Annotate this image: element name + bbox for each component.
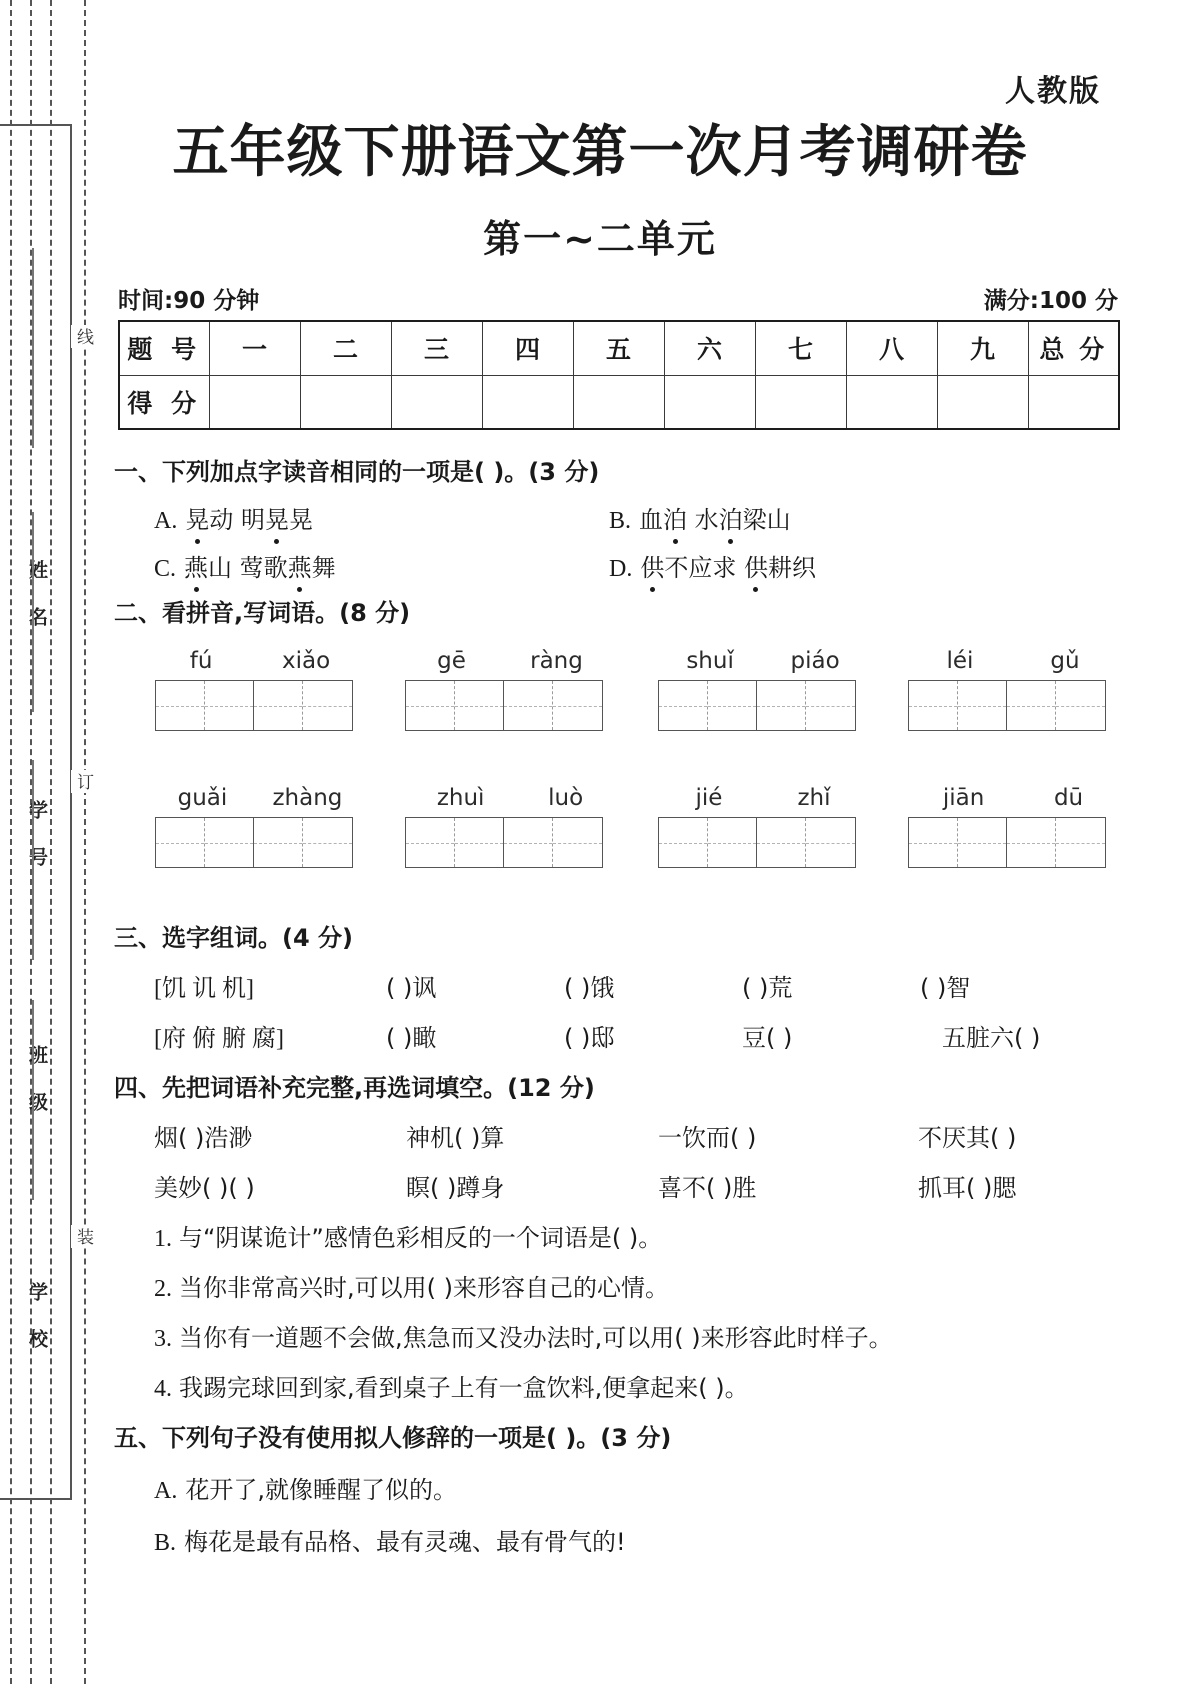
option-c[interactable] [154, 548, 609, 583]
item-number: 3. [154, 1326, 172, 1352]
question-2-heading: 二、看拼音,写词语。(8 分) [114, 599, 411, 627]
option-a-mid: 动 明 [209, 506, 265, 534]
item-text: 当你有一道题不会做,焦急而又没办法时,可以用( )来形容此时样子。 [179, 1324, 893, 1352]
option-c-label: C. [154, 556, 177, 582]
item-text: 与“阴谋诡计”感情色彩相反的一个词语是( )。 [179, 1224, 663, 1252]
option-b-label: B. [154, 1530, 177, 1556]
option-b-dot-1: 泊 [663, 500, 687, 535]
option-d-dot-1: 供 [640, 548, 664, 583]
q3-blank-1[interactable]: ( )讽 [386, 974, 437, 1002]
option-a-text: 花开了,就像睡醒了似的。 [185, 1476, 457, 1504]
pinyin-text-1 [155, 648, 365, 674]
time-limit: 时间:90 分钟 [118, 288, 260, 314]
idiom-blank-2[interactable]: 神机( )算 [406, 1124, 505, 1152]
option-d[interactable] [609, 548, 1064, 583]
question-4-idiom-row-2 [154, 1168, 1016, 1203]
option-c-mid: 山 莺歌 [208, 554, 288, 582]
writing-grid-2[interactable] [405, 680, 603, 731]
pinyin-syllable: luò [548, 785, 584, 811]
writing-grid-1[interactable] [155, 680, 353, 731]
option-a-label: A. [154, 508, 178, 534]
score-col-7: 七 [755, 321, 846, 375]
question-4-item-4[interactable] [154, 1368, 749, 1403]
stub-label-id: 学 号 [26, 800, 48, 869]
pinyin-text-5 [155, 785, 365, 811]
char-bracket-1: [饥 讥 机] [154, 976, 254, 1002]
question-4-item-1[interactable] [154, 1218, 662, 1253]
idiom-blank-5[interactable]: 美妙( )( ) [154, 1174, 255, 1202]
option-b-mid: 水 [687, 506, 719, 534]
score-col-3: 三 [391, 321, 482, 375]
bind-mark-assemble: 装 [71, 1225, 96, 1248]
score-row-label-number: 题 号 [119, 321, 209, 375]
writing-grid-3[interactable] [658, 680, 856, 731]
edition-label: 人教版 [1005, 74, 1101, 109]
id-write-line [32, 512, 34, 712]
q3-blank-7[interactable]: 豆( ) [742, 1024, 793, 1052]
idiom-blank-3[interactable]: 一饮而( ) [658, 1124, 757, 1152]
pinyin-syllable: guǎi [177, 785, 228, 811]
q3-blank-6[interactable]: ( )邸 [564, 1024, 615, 1052]
pinyin-syllable: ràng [530, 648, 583, 674]
pinyin-syllable: zhuì [436, 785, 485, 811]
idiom-blank-7[interactable]: 喜不( )胜 [658, 1174, 757, 1202]
question-3-row-2 [154, 1018, 1040, 1053]
idiom-blank-4[interactable]: 不厌其( ) [918, 1124, 1017, 1152]
option-b-label: B. [609, 508, 632, 534]
score-blank-5[interactable] [573, 375, 664, 429]
q3-blank-2[interactable]: ( )饿 [564, 974, 615, 1002]
pinyin-syllable: gǔ [1050, 648, 1080, 674]
pinyin-syllable: léi [946, 648, 974, 674]
question-4-item-3[interactable] [154, 1318, 893, 1353]
idiom-blank-1[interactable]: 烟( )浩渺 [154, 1124, 253, 1152]
pinyin-text-2 [405, 648, 615, 674]
char-bracket-2: [府 俯 腑 腐] [154, 1026, 284, 1052]
writing-grid-6[interactable] [405, 817, 603, 868]
option-b[interactable] [609, 500, 1064, 535]
option-d-label: D. [609, 556, 633, 582]
option-c-dot-1: 燕 [184, 548, 208, 583]
question-1-options-row-1 [154, 500, 1064, 535]
score-blank-7[interactable] [755, 375, 846, 429]
pinyin-syllable: dū [1053, 785, 1084, 811]
score-col-9: 九 [937, 321, 1028, 375]
question-5-heading: 五、下列句子没有使用拟人修辞的一项是( )。(3 分) [114, 1424, 672, 1452]
score-row-label-score: 得 分 [119, 375, 209, 429]
pinyin-syllable: piáo [790, 648, 840, 674]
score-col-4: 四 [482, 321, 573, 375]
item-number: 2. [154, 1276, 172, 1302]
pinyin-text-7 [658, 785, 868, 811]
option-d-post: 耕织 [767, 554, 816, 582]
school-write-line [32, 1000, 34, 1200]
option-d-mid: 不应求 [664, 554, 744, 582]
q3-blank-8[interactable]: 五脏六( ) [942, 1024, 1041, 1052]
stub-label-class: 班 级 [26, 1045, 48, 1114]
name-write-line [32, 248, 34, 448]
pinyin-syllable: shuǐ [686, 648, 734, 674]
score-table-header-row [119, 321, 1119, 375]
score-blank-1[interactable] [209, 375, 300, 429]
q3-blank-3[interactable]: ( )荒 [742, 974, 793, 1002]
score-table-value-row [119, 375, 1119, 429]
score-blank-9[interactable] [937, 375, 1028, 429]
score-col-5: 五 [573, 321, 664, 375]
writing-grid-8[interactable] [908, 817, 1106, 868]
stub-label-name: 姓 名 [26, 560, 48, 629]
option-a[interactable] [154, 500, 609, 535]
writing-grid-5[interactable] [155, 817, 353, 868]
question-4-heading: 四、先把词语补充完整,再选词填空。(12 分) [114, 1074, 595, 1102]
class-write-line [32, 760, 34, 960]
pinyin-syllable: gē [437, 648, 466, 674]
binding-margin [0, 0, 100, 1684]
pinyin-syllable: zhǐ [797, 785, 831, 811]
question-5-option-b[interactable] [154, 1522, 626, 1557]
option-b-text: 梅花是最有品格、最有灵魂、最有骨气的! [184, 1528, 626, 1556]
full-score: 满分:100 分 [983, 288, 1118, 314]
item-text: 当你非常高兴时,可以用( )来形容自己的心情。 [179, 1274, 669, 1302]
question-1-heading: 一、下列加点字读音相同的一项是( )。(3 分) [114, 458, 600, 486]
pinyin-text-4 [908, 648, 1118, 674]
score-blank-4[interactable] [482, 375, 573, 429]
writing-grid-4[interactable] [908, 680, 1106, 731]
option-a-label: A. [154, 1478, 178, 1504]
pinyin-syllable: jiān [942, 785, 985, 811]
pinyin-text-8 [908, 785, 1118, 811]
page-title: 五年级下册语文第一次月考调研卷 [172, 120, 1028, 185]
option-a-post: 晃 [288, 506, 313, 534]
score-col-total: 总 分 [1028, 321, 1119, 375]
page-subtitle: 第一~二单元 [483, 217, 717, 261]
question-4-item-2[interactable] [154, 1268, 669, 1303]
bind-mark-stitch: 订 [71, 770, 96, 793]
question-3-heading: 三、选字组词。(4 分) [114, 924, 353, 952]
score-col-1: 一 [209, 321, 300, 375]
q3-blank-5[interactable]: ( )瞰 [386, 1024, 437, 1052]
item-number: 1. [154, 1226, 172, 1252]
writing-grid-7[interactable] [658, 817, 856, 868]
option-d-dot-2: 供 [744, 548, 768, 583]
option-b-post: 梁山 [742, 506, 791, 534]
option-c-dot-2: 燕 [288, 548, 312, 583]
pinyin-syllable: xiǎo [282, 648, 331, 674]
question-5-option-a[interactable] [154, 1470, 457, 1505]
pinyin-syllable: zhàng [272, 785, 343, 811]
item-text: 我踢完球回到家,看到桌子上有一盒饮料,便拿起来( )。 [179, 1374, 749, 1402]
document-body [100, 0, 1191, 1684]
item-number: 4. [154, 1376, 172, 1402]
score-blank-6[interactable] [664, 375, 755, 429]
question-1-options-row-2 [154, 548, 1064, 583]
meta-row [118, 282, 1118, 315]
question-4-idiom-row-1 [154, 1118, 1016, 1153]
dashed-line-4 [84, 0, 86, 1684]
score-blank-total[interactable] [1028, 375, 1119, 429]
score-col-8: 八 [846, 321, 937, 375]
score-blank-3[interactable] [391, 375, 482, 429]
score-blank-8[interactable] [846, 375, 937, 429]
score-blank-2[interactable] [300, 375, 391, 429]
q3-blank-4[interactable]: ( )智 [920, 974, 971, 1002]
option-b-dot-2: 泊 [719, 500, 743, 535]
pinyin-text-6 [405, 785, 615, 811]
pinyin-syllable: jié [695, 785, 723, 811]
pinyin-syllable: fú [189, 648, 213, 674]
idiom-blank-8[interactable]: 抓耳( )腮 [918, 1174, 1017, 1202]
option-b-pre: 血 [639, 506, 664, 534]
option-c-post: 舞 [311, 554, 336, 582]
option-a-dot-2: 晃 [265, 500, 289, 535]
idiom-blank-6[interactable]: 瞑( )蹲身 [406, 1174, 505, 1202]
bind-mark-line: 线 [71, 325, 96, 348]
score-table [118, 320, 1120, 430]
option-a-dot-1: 晃 [185, 500, 209, 535]
stub-label-school: 学 校 [26, 1282, 48, 1351]
question-3-row-1 [154, 968, 970, 1003]
score-col-6: 六 [664, 321, 755, 375]
pinyin-text-3 [658, 648, 868, 674]
score-col-2: 二 [300, 321, 391, 375]
